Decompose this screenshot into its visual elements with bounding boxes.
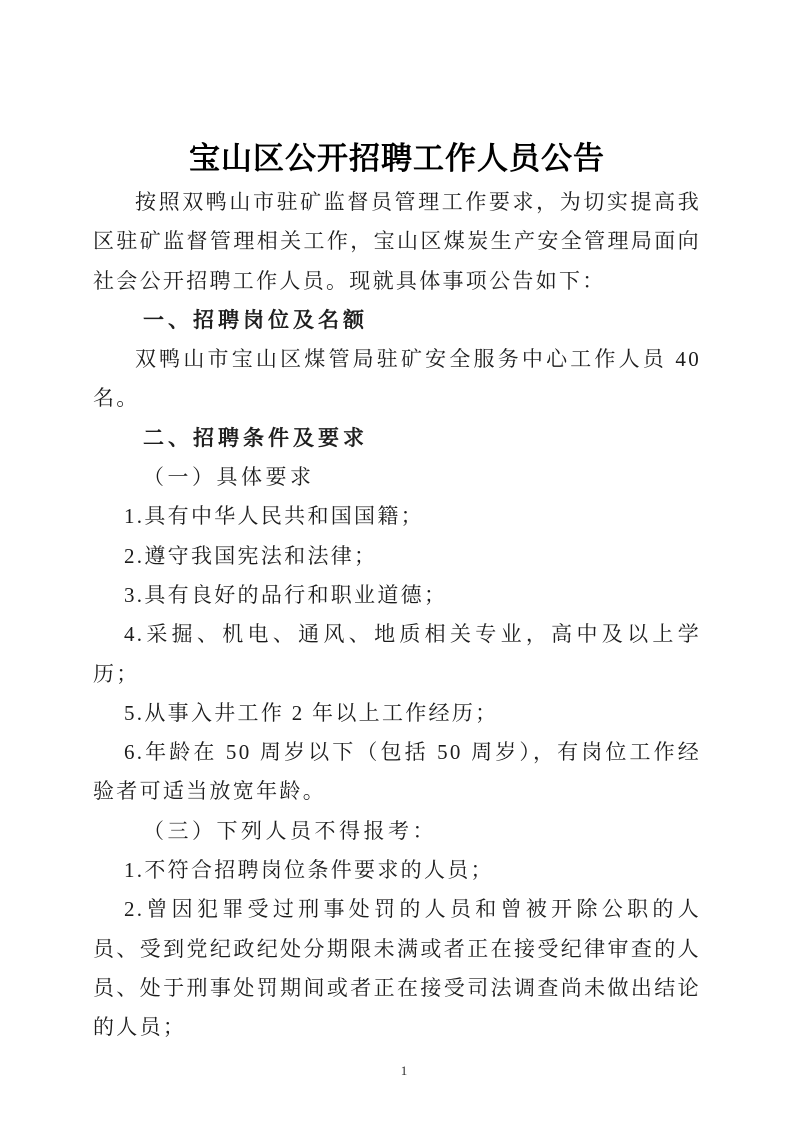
list-item: 1.不符合招聘岗位条件要求的人员； <box>124 858 494 883</box>
list-item: 2.遵守我国宪法和法律； <box>124 543 378 568</box>
subsection-heading: （一）具体要求 <box>143 465 315 490</box>
page-number: 1 <box>400 1063 408 1078</box>
list-item: 4.采掘、机电、通风、地质相关专业，高中及以上学历； <box>93 622 701 686</box>
body-paragraph: 按照双鸭山市驻矿监督员管理工作要求，为切实提高我区驻矿监督管理相关工作，宝山区煤炭生产安全管理局面向社会公开招聘工作人员。现就具体事项公告如下： <box>93 190 701 293</box>
section-heading: 一、招聘岗位及名额 <box>143 308 368 332</box>
subsection-heading: （三）下列人员不得报考： <box>143 818 437 843</box>
section-heading: 二、招聘条件及要求 <box>143 426 368 450</box>
list-item: 1.具有中华人民共和国国籍； <box>124 504 424 529</box>
document-body <box>93 183 701 1048</box>
list-item: 2.曾因犯罪受过刑事处罚的人员和曾被开除公职的人员、受到党纪政纪处分期限未满或者正在接受纪律审查的人员、处于刑事处罚期间或者正在接受司法调查尚未做出结论的人员； <box>93 897 701 1040</box>
list-item: 3.具有良好的品行和职业道德； <box>124 582 448 607</box>
list-item: 5.从事入井工作 2 年以上工作经历； <box>124 700 499 725</box>
document-title: 宝山区公开招聘工作人员公告 <box>189 141 605 176</box>
list-item: 6.年龄在 50 周岁以下（包括 50 周岁），有岗位工作经验者可适当放宽年龄。 <box>93 740 701 804</box>
body-paragraph: 双鸭山市宝山区煤管局驻矿安全服务中心工作人员 40 名。 <box>93 347 701 411</box>
document-content <box>93 136 701 1048</box>
